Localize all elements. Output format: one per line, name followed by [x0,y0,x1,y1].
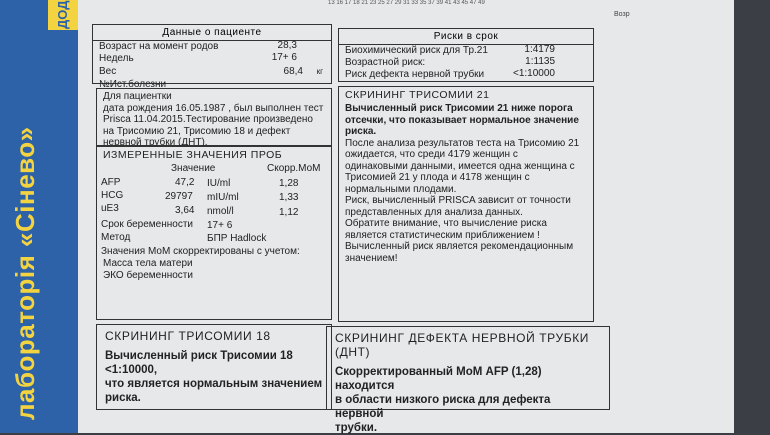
trisomy21-text-line: Вычисленный риск является рекомендационным [345,241,574,252]
patient-data-title: Данные о пациенте [93,25,331,41]
trisomy21-text-line: Риск, вычисленный PRISCA зависит от точности [345,195,571,206]
intro-line: Для пациентки [103,91,172,102]
lab-logo-text: лабораторія «Сінево» [10,126,40,420]
risk-value: <1:10000 [513,68,555,79]
measure-value: 3,64 [175,205,195,216]
risk-label: Риск дефекта нервной трубки [345,69,485,80]
dnt-line: в области низкого риска для дефекта нервной [335,394,551,420]
intro-line: дата рождения 16.05.1987 , был выполнен тест [103,102,324,114]
col-value-header: Значение [171,163,216,174]
risk-value: 1:4179 [524,44,555,55]
measure-mom: 1,28 [279,178,299,189]
trisomy18-title: СКРИНИНГ ТРИСОМИИ 18 [105,329,271,343]
trisomy21-text-line: ожидается, что среди 4179 женщин с [345,149,518,160]
patient-weeks-value: 17+ 6 [271,52,297,63]
trisomy21-text-line: После анализа результатов теста на Трисомию 21 [345,137,580,149]
term-label: Срок беременности [101,219,194,230]
patient-weight-value: 68,4 [283,66,303,77]
corrected-item: ЭКО беременности [103,270,193,281]
trisomy18-box [96,324,332,410]
trisomy21-box [338,86,594,322]
trisomy21-text-line: Обратите внимание, что вычисление риска [345,218,547,229]
trisomy21-text-line: значением! [345,252,398,264]
intro-line: на Трисомию 21, Трисомию 18 и дефект [103,125,291,137]
intro-line: нервной трубки (ДНТ). [103,137,208,148]
patient-row: №Ист.болезни [99,79,167,90]
trisomy21-text-line: одинаковыми данными, имеется одна женщина с [345,160,575,172]
measure-row [101,190,123,201]
patient-row: Недель [99,53,134,64]
report-paper [78,0,734,433]
corrected-label: Значения МоМ скорректированы с учетом: [101,246,300,257]
age-scale: 13 16 17 18 21 23 25 27 29 31 33 35 37 39 41 43 45 47 49 [328,0,485,6]
patient-data-box [92,24,332,90]
patient-row: Возраст на момент родов [99,41,219,52]
measure-value: 47,2 [175,177,195,188]
measured-title: ИЗМЕРЕННЫЕ ЗНАЧЕНИЯ ПРОБ [103,149,283,161]
trisomy18-line: риска. [105,392,141,404]
measure-name: uE3 [101,203,119,214]
risks-box [338,28,594,82]
measure-unit: IU/ml [207,178,231,189]
lab-brand-stripe [0,0,78,433]
measure-name: AFP [101,177,121,188]
risks-title: Риски в срок [339,29,593,45]
patient-row: Вес [99,66,117,77]
risk-value: 1:1135 [525,56,555,67]
corrected-item: Масса тела матери [103,258,193,269]
measure-unit: nmol/l [207,206,234,217]
intro-box [96,88,332,146]
method-value: БПР Hadlock [207,233,267,244]
method-label: Метод [101,232,131,243]
term-value: 17+ 6 [207,220,233,231]
measure-name: HCG [101,190,124,201]
trisomy21-title: СКРИНИНГ ТРИСОМИИ 21 [345,89,490,101]
measure-row [101,203,119,214]
dnt-box [326,326,610,434]
measure-row [101,177,120,188]
trisomy21-text-line: Трисомией 21 у плода и 4178 женщин с [345,172,530,183]
measure-value: 29797 [165,191,193,202]
trisomy21-result-line: Вычисленный риск Трисомии 21 ниже порога [345,103,573,114]
brand-top-text: ДОД [48,0,78,30]
trisomy21-result-line: отсечки, что показывает нормальное значение [345,114,579,126]
measure-unit: mIU/ml [207,192,239,203]
measure-mom: 1,33 [279,192,299,203]
trisomy21-result-line: риска. [345,126,377,137]
patient-age-value: 28,3 [277,40,297,51]
trisomy21-text-line: является статистическим приближением ! [345,229,540,241]
risk-label: Возрастной риск: [345,57,426,68]
trisomy18-line: что является нормальным значением [105,378,323,390]
dnt-line: Скорректированный МоМ AFP (1,28) находится [335,366,542,392]
patient-weight-unit: кг [316,67,323,76]
risk-label: Биохимический риск для Тр.21 [345,45,488,56]
col-mom-header: Скорр.МоМ [267,163,321,174]
dnt-line: трубки. [335,422,378,434]
trisomy18-line: Вычисленный риск Трисомии 18 <1:10000, [105,350,293,376]
trisomy21-text-line: нормальными плодами. [345,183,457,195]
intro-line: Prisca 11.04.2015.Тестирование произведено [103,114,313,125]
measured-values-box [96,146,332,320]
scale-label: Возр [614,11,630,18]
trisomy21-text-line: представленных для анализа данных. [345,206,523,218]
dnt-title: СКРИНИНГ ДЕФЕКТА НЕРВНОЙ ТРУБКИ (ДНТ) [335,331,590,359]
measure-mom: 1,12 [279,207,299,218]
